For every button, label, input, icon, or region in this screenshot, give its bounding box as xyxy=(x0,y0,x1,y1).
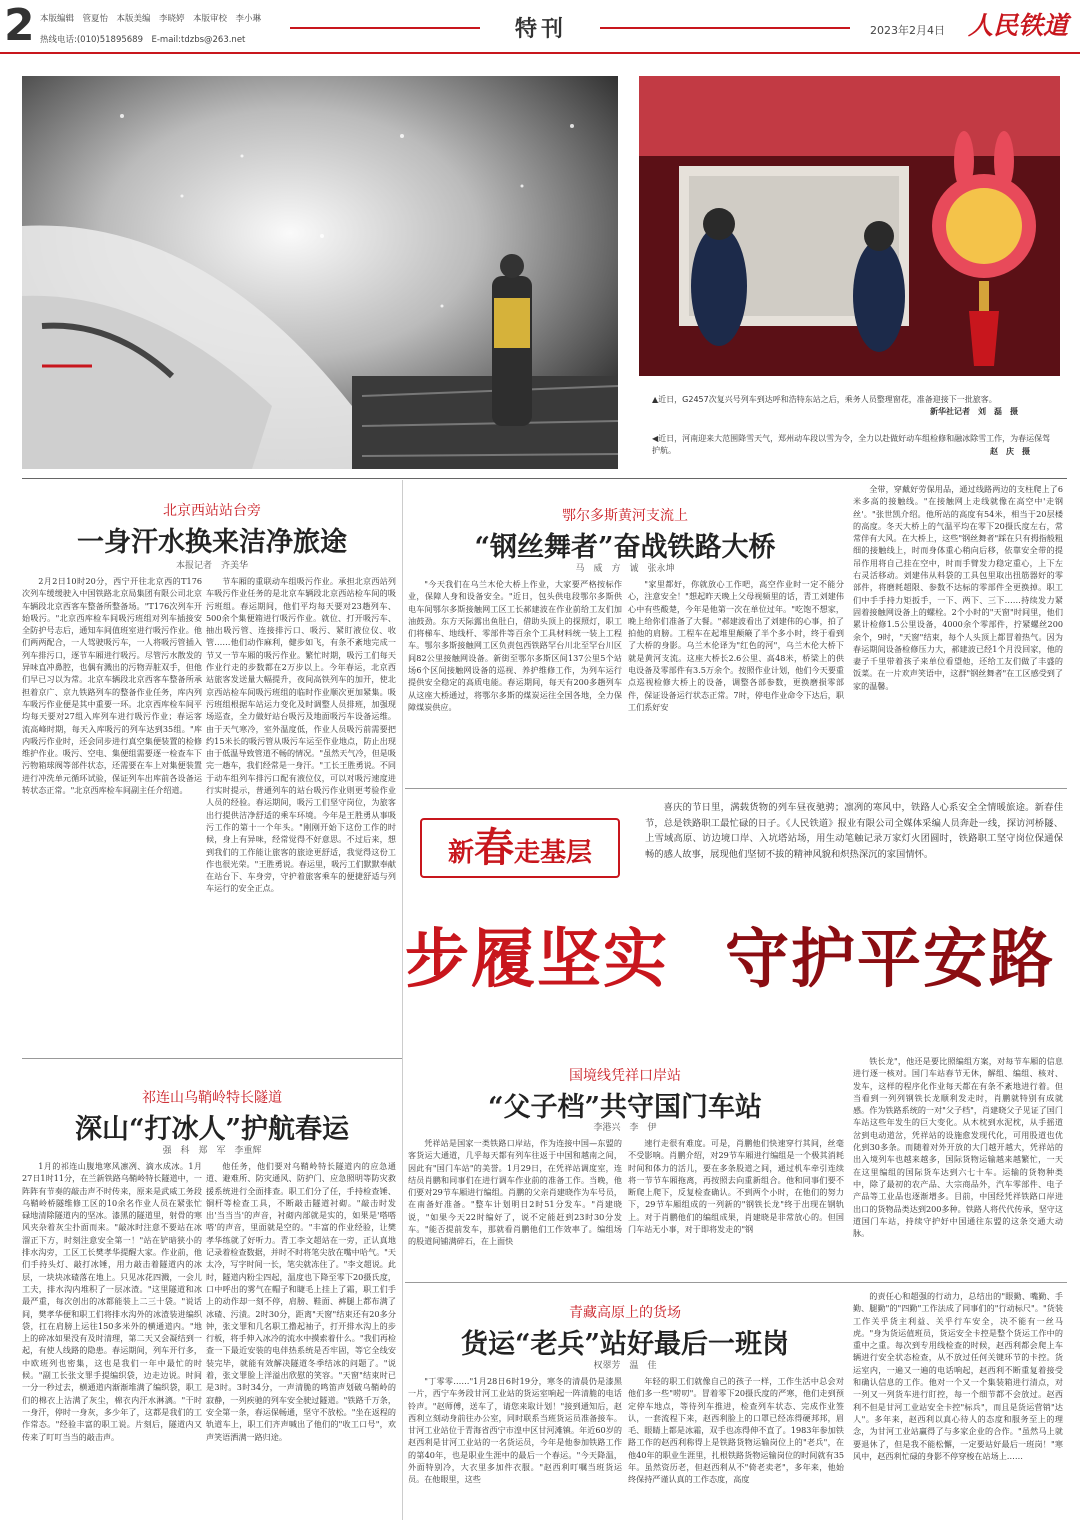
article2-title: “钢丝舞者”奋战铁路大桥 xyxy=(474,532,776,563)
slogan-part-b: 守护平安路 xyxy=(725,923,1055,997)
column-divider-1 xyxy=(402,480,403,1060)
column-divider-2 xyxy=(402,1060,403,1520)
article4-column1: 凭祥站是国家一类铁路口岸站，作为连接中国—东盟的客货运大通道，几乎每天都有列车往返于中国和越南之间，因此有"国门车站"的美誉。1月29日，在凭祥站调度室，连结员肖鹏和同事们在进行调车作业前的准备工作。当晚，他们要对29节车厢进行编组。肖鹏的父亲肖建晓作为车号员，在南备好准备。"整车计划明日2时51分发车。"肖建晓说，"如果今天22时编好了，说不定能赶到23时30分发车。"能否提前发车，那就看肖鹏他们工作效率了。编组场的股道间铺满碎石，在上面快 xyxy=(408,1138,622,1247)
article1-kicker: 北京西站站台旁 xyxy=(163,503,261,519)
article2-column1: "今天我们在乌兰木伦大桥上作业，大家要严格按标作业，保障人身和设备安全。"近日，包头供电段鄂尔多斯供电车间鄂尔多斯接触网工区工长郝建波在作业前给工友们加油鼓劲。东方天际露出鱼肚白，借助头顶上的探照灯，职工们将梯车、地线杆、零部件等百余个工具材料统一装上工程车。鄂尔多斯接触网工区负责包西铁路罕台川北至罕台川区间82公里接触网设备。新街至鄂尔多斯区间137公里5个站场6个区间接触网设备的巡视、养护维修工作，为列车运行提供安全稳定的高质电能。春运期间，每天有200多趟列车从这座大桥通过，将鄂尔多斯的煤炭运往全国各地，全力保障煤炭供应。 xyxy=(408,579,622,712)
snow-scene-illustration xyxy=(22,76,618,469)
article1-column1: 2月2日10时20分，西宁开往北京西的T176次列车缓缓驶入中国铁路北京局集团有限公司北京车辆段北京西客车整备所整备场。"T176次列车开始吸污。"北京西库检车间吸污班组对列车插接安全防护号志后，通知车间值班室进行吸污作业。他们两两配合，一人驾驶吸污车，一人将吸污管插入列车排污口，逐节车厢进行吸污。尽管污水散发的异味直冲鼻腔，也偶有溅出的污物弄脏双手，但他们早已习以为常。北京车辆段北京西客车整备所承担着京广、京九铁路列车的整备作业任务，库内列车吸污作业便是其中重要一环。北京西库检车间平均每天要对27组入库列车进行吸污作业；春运客流高峰时期，每天入库吸污的列车达到35组。"库内吸污作业时，还会同步进行真空集便装置的检修维护作业。吸污、空电、集便组需要逐一检查车下污物箱球阀等部件状态，还需要在车上对集便装置进行冲洗单元循环试验，保证列车出库前各设备运转状态正常。"北京西库检车间副主任介绍道。 xyxy=(22,576,202,796)
article1-column2: 节车厢的重联动车组吸污作业。承担北京西站列车吸污作业任务的是北京车辆段北京西站检车间的吸污班组。春运期间，他们平均每天要对23趟列车、500余个集便箱进行吸污作业。就位、打开吸污车、抽出吸污管、连接排污口、吸污、紧盯液位仪、收管……他们动作麻利，健步如飞，有条不紊地完成一节又一节车厢的吸污作业。繁忙时期，吸污工们每天作业行走的步数都在2万步以上。今年春运，北京西站旅客发送量大幅提升，夜间高铁列车的加开，使北京西站检车间吸污班组的临时作业顺次更加紧集。吸污班组根据车站运力变化及时调整人员排班，加强现场巡查，全力做好站台吸污及地面吸污车设备运维。由于天气寒冷，室外温度低，作业人员吸污前需要把约15米长的吸污管从吸污车运至作业地点，防止出现由于低温导致管道不畅的情况。"虽然天气冷，但是吸完一趟车，我们经常是一身汗。"工长王胜勇说。不同于动车组列车排污口配有液位仪，可以对吸污速度进行实时提示，普通列车的站台吸污作业则更考验作业人员的经验。春运期间，吸污工们坚守岗位，为旅客出行提供洁净舒适的乘车环境。今年是王胜勇从事吸污工作的第十一个年头。"刚刚开始下这份工作的时候，身上有异味，经常觉得不好意思。不过后来，想到我们的工作能让旅客的旅途更舒适，我觉得这份工作也很光荣。"王胜勇说。春运里，吸污工们默默奉献在站台下、车身旁，守护着旅客乘车的便捷舒适与列车运行的安全正点。 xyxy=(206,576,396,894)
photo-credit-2: 赵 庆 摄 xyxy=(990,447,1030,456)
article3-byline: 强 科 郑 军 李重辉 xyxy=(162,1146,262,1156)
article3-kicker: 祁连山乌鞘岭特长隧道 xyxy=(142,1090,282,1106)
article5-title: 货运“老兵”站好最后一班岗 xyxy=(460,1329,790,1360)
article4-title: “父子档”共守国门车站 xyxy=(487,1092,763,1123)
slogan-part-a: 步履坚实 xyxy=(405,923,669,997)
page-number: 2 xyxy=(4,0,35,51)
article3-title: 深山“打冰人”护航春运 xyxy=(74,1114,350,1145)
header-rule-left xyxy=(290,27,480,29)
article3-column1: 1月的祁连山腹地寒风凛冽、滴水成冰。1月27日1时11分，在兰新铁路乌鞘岭特长隧道中，一阵阵有节奏的敲击声不时传来，原来是武威工务段乌鞘岭桥隧维修工区的10余名作业人员在紧张忙碌地清除隧道内的坚冰。漆黑的隧道里，射骨的寒风夹杂着灰尘扑面而来。"敲冰时注意不要站在冰溜正下方，时刻注意安全第一！"站在铲暗狭小的排水沟旁，工区工长樊孝华提醒大家。作业前，他们手持头灯、敲打冰锤，用力敲击着隧道内的冰层，一块块冰碴落在地上。只见冰花四溅，一会儿工夫，排水沟内堆积了一层冰渣。"这里隧道和冰最严重，每次创出的冰都能装上二三十袋。"说话间，樊孝华便和职工们将排水沟外的冰渣装进编织袋，扛在肩膀上运往150多米外的横通道内。"地上的碎冰如果没有及时清理，第二天又会凝结到一起，有使人线路的隐患。春运期间，列车开行多，中欧班列也密集，这也是我们一年中最忙的时候。"副工长张文罪手提编织袋，边走边说。时间一分一秒过去，横通道内渐渐堆满了编织袋，职工们的棉衣上沾满了灰尘，棉衣内汗水淋漓。"干时一身汗，停时一身灰，多少年了，这都是我们的工作常态。"经验丰富的职工说。片刻后，隧道内又传来了叮叮当当的敲击声。 xyxy=(22,1161,202,1442)
article5-column2: 年轻的职工们就像自己的孩子一样，工作生活中总会对他们多一些"唠叨"。冒着零下20摄氏度的严寒，他们走到预定停车地点，等待列车推进，检查列车状态、完成作业签认，一套流程下来，赵西利脸上的口罩已经冻得硬邦邦，眉毛、眼睛上都是冰霜，双手也冻得伸不直了。1983年参加铁路工作的赵西利称得上是铁路货物运输岗位上的"老兵"，在他40年的职业生涯里，扎根铁路货物运输岗位的时间就有35年。虽然资历老，但赵西利从不"倚老卖老"，多年来，他始终保持严谨认真的工作态度，高度 xyxy=(628,1376,844,1485)
article5-column1: "丁零零……"1月28日6时19分，寒冬的清晨仍是漆黑一片，西宁车务段甘河工业站的货运室响起一阵清脆的电话铃声。"赵师傅，送车了，请您来取计划！"接到通知后，赵西利立刻动身前往办公室，同时联系当班货运员准备接车。甘河工业站位于青海省西宁市湟中区甘河滩镇。年近60岁的赵西利是甘河工业站的一名货运员，今年是他参加铁路工作的第40年，也是职业生涯中的最后一个春运。"今天降温，外面特别冷，大衣里多加件衣服。"赵西利叮嘱当班货运员。在他眼里，这些 xyxy=(408,1376,622,1485)
article4-byline: 李港兴 李 伊 xyxy=(593,1123,657,1133)
article1-byline: 本报记者 齐美华 xyxy=(175,561,248,571)
photo-snow-train xyxy=(22,76,618,469)
article1-title: 一身汗水换来洁净旅途 xyxy=(77,527,347,558)
rule-right-lower xyxy=(405,1282,1067,1283)
hotline: 热线电话:(010)51895689 E-mail:tdzbs@263.net xyxy=(40,35,246,45)
badge-char-spring: 春 xyxy=(474,825,514,871)
section-rule-top xyxy=(22,478,1067,479)
photo-caption-2: ◀近日，河南迎来大范围降雪天气，郑州动车段以雪为令，全力以赴做好动车组检修和融冰除雪工作，为春运保驾护航。 xyxy=(652,434,1051,455)
article2-byline: 马 威 方 诚 张永坤 xyxy=(575,564,675,574)
banner-intro: 喜庆的节日里，满载货物的列车昼夜驰骋；凛冽的寒风中，铁路人心系安全全情暖旅途。新春佳节，总是铁路职工最忙碌的日子。《人民铁道》报业有限公司全媒体采编人员奔赴一线，探访河桥隧、上雪域高原、访边境口岸、入坑塔站场，用生动笔触记录万家灯火团圆时，铁路职工坚守岗位保通保畅的感人故事，展现他们坚韧不拔的精神风貌和炽热深沉的家国情怀。 xyxy=(645,802,1063,860)
header-bottom-rule xyxy=(0,52,1080,54)
photo-caption-1: ▲近日，G2457次复兴号列车到达呼和浩特东站之后，乘务人员整理窗花，准备迎接下一批旅客。 xyxy=(652,395,997,404)
issue-date: 2023年2月4日 xyxy=(870,24,945,37)
photo-window-decoration xyxy=(639,76,1060,376)
article4-column2: 速行走很有难度。可是，肖鹏他们快速穿行其间，丝毫不受影响。肖鹏介绍，对29节车厢进行编组是一个极其消耗时间和体力的活儿，要在多条股道之间，通过机车牵引连续将一节节车厢拖离，再按照去向重新组合。他和同事们要不断爬上爬下，反复检查确认。不到两个小时，在他们的努力下，29节车厢组成的一列新的"钢铁长龙"终于出现在钢轨上。对于肖鹏他们的编组成果，肖建晓是非常放心的。但国门车站无小事，对于即将发走的"钢 xyxy=(628,1138,844,1235)
header-rule-right xyxy=(600,27,850,29)
rule-left-mid xyxy=(22,1058,402,1059)
badge-text-grassroots: 走基层 xyxy=(514,838,593,868)
article2-kicker: 鄂尔多斯黄河支流上 xyxy=(562,508,688,524)
article5-kicker: 青藏高原上的货场 xyxy=(569,1305,681,1321)
article2-column2: "家里都好，你就放心工作吧，高空作业时一定不能分心，注意安全！"想起昨天晚上父母视频里的话，青工刘建伟心中有些酸楚，今年是他第一次在单位过年。"吃饱不想家，晚上给你们准备了大餐。"郝建波看出了刘建伟的心事，拍了拍他的肩膀。工程车在起堆里颠簸了半个多小时，终于看到了大桥的身影。乌兰木伦译为"红色的河"，乌兰木伦大桥下就是黄河支流。这座大桥长2.6公里、高48米，桥梁上的供电设备及零部件有3.5万余个。按照作业计划，他们今天要重点巡视检修大桥上的设备，调整各部参数，更换磨损零部件，保证设备运行状态正常。7时，停电作业命令下达后，职工们系好安 xyxy=(628,579,844,712)
article3-column2: 他任务，他们要对乌鞘岭特长隧道内的应急通道、避难所、防灾通风、防护门、应急照明等防灾救援系统进行全面排查。职工们分了任，手持检查锤、铜杆等检查工具，不断敲击隧道衬砌。"敲击时发出'当当当'的声音，衬砌内部就是实的，如果是'嗒嗒嗒'的声音，里面就是空的。"丰富的作业经验，让樊孝华练就了好听力。青工李文超站在一旁，正认真地记录着检查数据，并时不时将笔尖放在嘴中哈气。"天太冷，写字时间一长，笔尖就冻住了。"李文超说。此时，隧道内粉尘四起，温度也下降至零下20摄氏度，口中呼出的雾气在帽子和睫毛上挂上了霜，职工们手上的动作却一刻不停，肩膀、鞋面、裤腿上都布满了冰碴、污渍。2时30分，距离"天窗"结束还有20多分钟，张文罪和几名职工撸起袖子，打开排水沟上的步行板，将手伸入冰冷的流水中摸索着什么。"我们再检查一下最近安装的电伴热系统是否牢固，等它全线安装完毕，就能有效解决隧道冬季结冰的问题了。"说着，张文罪脸上洋溢出欣慰的笑容。"天窗"结束时已是3时。3时34分，一声清脆的鸣笛声划破乌鞘岭的寂静，一列疾驰的列车安全驶过隧道。"铁路千万条，安全第一条，春运保畅通，坚守不放松。"坐在返程的轨道车上，职工们齐声喊出了他们的"收工口号"，欢声笑语洒满一路归途。 xyxy=(206,1161,396,1442)
newspaper-logo: 人民铁道 xyxy=(968,11,1069,40)
article4-column3: 铁长龙"，他还是要比照编组方案，对每节车厢的信息进行逐一核对。国门车站春节无休，解组、编组、核对、发车，这样的程序化作业每天都在有条不紊地进行着。但当看到一列列钢铁长龙顺利发走时，肖鹏就特别有成就感。作为铁路系统的一对"父子档"，肖建晓父子见证了国门车站这些年发生的巨大变化。从木枕到水泥枕，从手摇道岔到电动道岔，凭祥站的设施愈发现代化，可用股道也优化到30多条。而随着对外开放的大门越开越大，凭祥站的出入境列车也越来越多，国际货物运输越来越繁忙，一天在这里编组的国际货车达到六七十车。运输的货物种类中，除了最初的农产品、大宗商品外，汽车零部件、电子产品等工业品也逐渐增多。目前，中国经凭祥铁路口岸进出口的货物品类达到200多种。铁路人将代代传承，坚守这道国门车站，持续守护好中国通往东盟的这条交通大动脉。 xyxy=(853,1056,1063,1239)
train-window-illustration xyxy=(639,76,1060,376)
badge-char-new: 新 xyxy=(447,838,474,868)
article5-column3: 的责任心和超强的行动力，总结出的"眼勤、嘴勤、手勤、腿勤"的"四勤"工作法成了同事们的"行动标尺"。"货装工作关乎货主利益、关乎行车安全，决不能有一丝马虎。"身为货运值班员，货运安全卡控是整个货运工作中的重中之重。每次到专用线检查的时候，赵西利都会爬上车辆进行安全状态检查，从不放过任何关键环节的卡控。货运室内，一遍又一遍的电话响起，赵西利不断重复着接受和确认信息的工作。他对一个又一个集装箱进行清点，对一列又一列货车进行盯控，每一个细节都不会放过。赵西利不但是甘河工业站安全卡控"标兵"，而且是货运营销"达人"。多年来，赵西利以真心待人的态度和服务至上的理念，为甘河工业站赢得了与多家企业的合作。"虽然马上就要退休了，但是我不能松懈，一定要站好最后一班岗！"寒风中，赵西利忙碌的身影不停穿梭在站场上…… xyxy=(853,1291,1063,1461)
new-spring-badge xyxy=(420,818,620,878)
banner-rule-top xyxy=(405,788,1067,789)
section-title: 特刊 xyxy=(514,17,567,42)
article2-column3: 全带，穿戴好劳保用品，通过线路两边的支柱爬上了6米多高的接触线。"在接触网上走线就像在高空中'走钢丝'。"张世凯介绍。他所站的高度有54米，相当于20层楼的高度。冬天大桥上的气温平均在零下20摄氏度左右，常常伴有大风。在大桥上，这些"钢丝舞者"踩在只有拇指般粗细的接触线上，时而身体重心稍向后移，依靠安全带的提吊作用将自己挂在空中，时而手臂发力稳定重心，上下左右灵活移动。刘建伟从料袋的工具包里取出扭筋器好的零部件，将磨耗超限、参数不达标的零部件全更换掉。职工们中手手持力矩扳手，一下、两下、三下……持续发力紧固着接触网设备上的螺栓。2个小时的"天窗"时间里，他们累计检修1.5公里设备，4000余个零部件，拧紧螺丝200余个，9时，"天窗"结束，每个人头顶上都冒着热气。因为春运期间设备检修压力大，郝建波已经1个月没回家，他的妻子千里带着孩子来单位看望他，还给工友们做了丰盛的饭菜。在一片欢声笑语中，这群"钢丝舞者"在工区感受到了家的温馨。 xyxy=(853,484,1063,691)
photo-credit-1: 新华社记者 刘 磊 摄 xyxy=(930,407,1018,416)
editors-line: 本版编辑 管夏怡 本版美编 李晓婷 本版审校 李小琳 xyxy=(40,14,262,24)
article5-byline: 权翠芳 温 佳 xyxy=(593,1361,657,1371)
article4-kicker: 国境线凭祥口岸站 xyxy=(569,1068,681,1084)
